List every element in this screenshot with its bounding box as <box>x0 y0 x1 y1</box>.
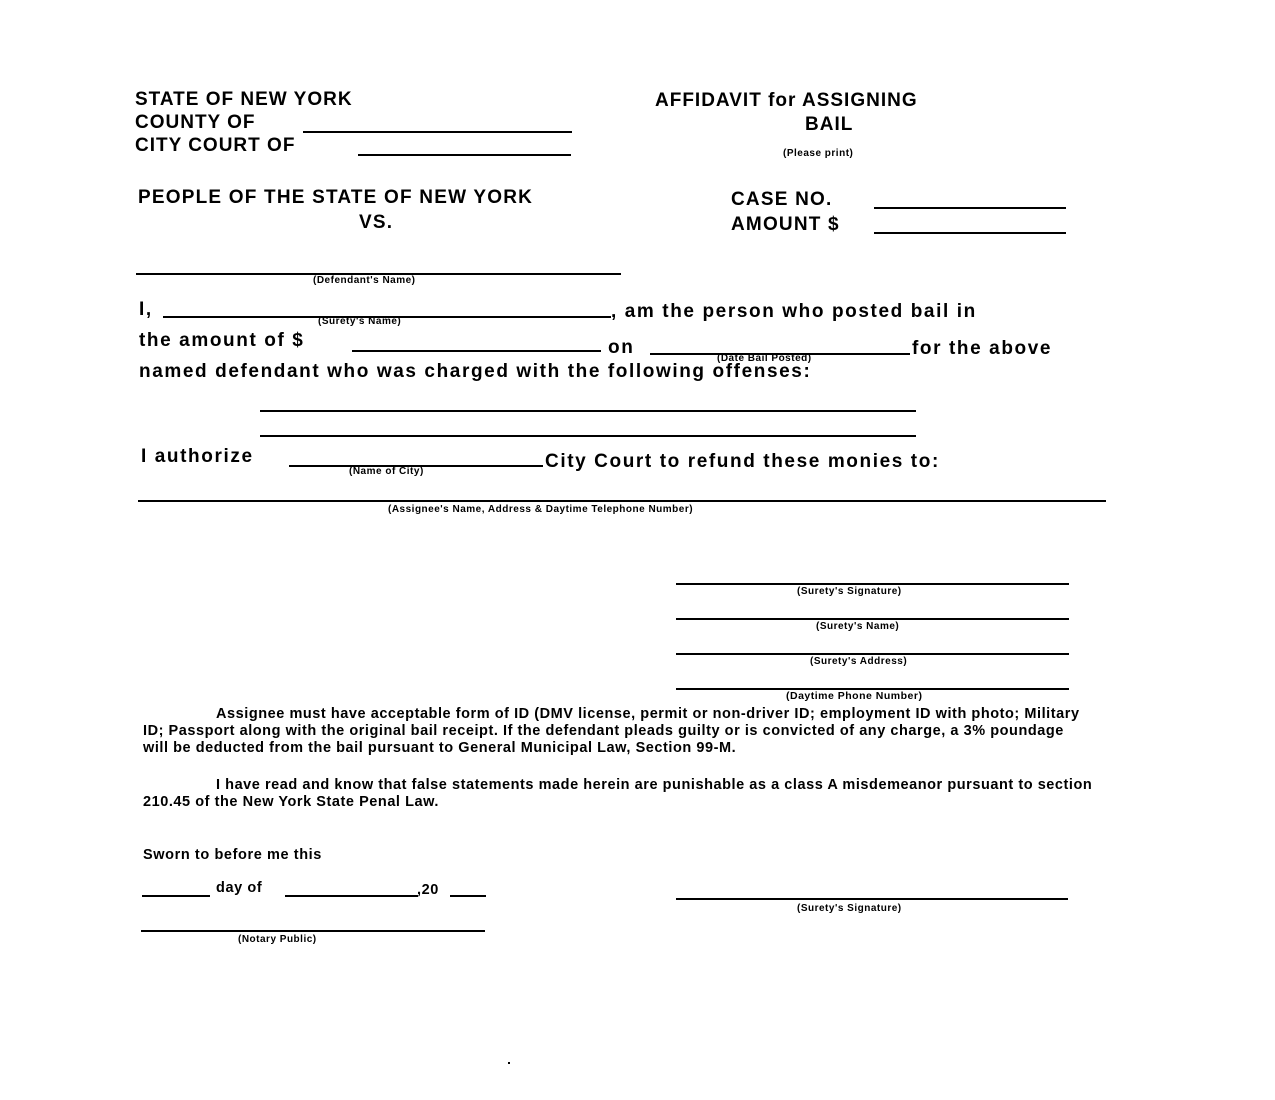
final-surety-signature-caption: (Surety's Signature) <box>797 903 902 914</box>
year-field-line[interactable] <box>450 895 486 897</box>
date-bail-posted-caption: (Date Bail Posted) <box>717 353 812 364</box>
month-field-line[interactable] <box>285 895 418 897</box>
amount-of-text: the amount of $ <box>139 330 305 351</box>
surety-name-block-caption: (Surety's Name) <box>816 621 900 632</box>
assignee-field-line[interactable] <box>138 500 1106 502</box>
name-of-city-caption: (Name of City) <box>349 466 424 477</box>
daytime-phone-caption: (Daytime Phone Number) <box>786 690 923 702</box>
for-above-text: for the above <box>912 338 1053 359</box>
county-field-line[interactable] <box>303 131 572 133</box>
form-title-line1: AFFIDAVIT for ASSIGNING <box>655 90 918 111</box>
assignee-caption: (Assignee's Name, Address & Daytime Telephone Number) <box>388 504 694 515</box>
posted-bail-text: , am the person who posted bail in <box>611 301 977 322</box>
vs-caption: VS. <box>359 212 394 233</box>
case-no-label: CASE NO. <box>731 189 833 210</box>
on-text: on <box>608 337 635 358</box>
offense-line-1[interactable] <box>260 410 916 412</box>
notary-public-caption: (Notary Public) <box>238 934 317 945</box>
charged-text: named defendant who was charged with the following offenses: <box>139 361 812 382</box>
form-title-line2: BAIL <box>805 114 854 135</box>
surety-name-block-field-line[interactable] <box>676 618 1069 620</box>
city-court-label: CITY COURT OF <box>135 135 296 156</box>
id-requirement-paragraph: Assignee must have acceptable form of ID (DMV license, permit or non-driver ID; employment ID with photo; Military ID; Passport along with the original bail receipt. If the defendant pleads guilty or is convicted of any charge, a 3% poundage will be deducted from the bail pursuant to General Municipal Law, Section 99-M. <box>143 706 1080 756</box>
refund-text: City Court to refund these monies to: <box>545 451 940 472</box>
surety-address-field-line[interactable] <box>676 653 1069 655</box>
i-authorize-text: I authorize <box>141 446 254 467</box>
scan-speck <box>508 1062 510 1064</box>
statement-i-prefix: I, <box>139 299 153 320</box>
year-prefix-text: ,20 <box>417 882 439 898</box>
surety-signature-field-line[interactable] <box>676 583 1069 585</box>
surety-name-caption: (Surety's Name) <box>318 316 402 327</box>
offense-line-2[interactable] <box>260 435 916 437</box>
surety-signature-caption: (Surety's Signature) <box>797 586 902 597</box>
city-court-field-line[interactable] <box>358 154 571 156</box>
false-statement-paragraph: I have read and know that false statements made herein are punishable as a class A misdemeanor pursuant to section 210.45 of the New York State Penal Law. <box>143 777 1093 810</box>
please-print-note: (Please print) <box>783 148 854 159</box>
people-caption: PEOPLE OF THE STATE OF NEW YORK <box>138 187 534 208</box>
state-heading: STATE OF NEW YORK <box>135 89 353 110</box>
day-field-line[interactable] <box>142 895 210 897</box>
bail-amount-field-line[interactable] <box>352 350 601 352</box>
day-of-text: day of <box>216 880 263 896</box>
defendant-name-caption: (Defendant's Name) <box>313 275 416 286</box>
case-no-field-line[interactable] <box>874 207 1066 209</box>
amount-field-line[interactable] <box>874 232 1066 234</box>
final-surety-signature-field-line[interactable] <box>676 898 1068 900</box>
surety-address-caption: (Surety's Address) <box>810 656 908 667</box>
sworn-text: Sworn to before me this <box>143 847 322 863</box>
notary-signature-field-line[interactable] <box>141 930 485 932</box>
county-label: COUNTY OF <box>135 112 256 133</box>
amount-label: AMOUNT $ <box>731 214 840 235</box>
